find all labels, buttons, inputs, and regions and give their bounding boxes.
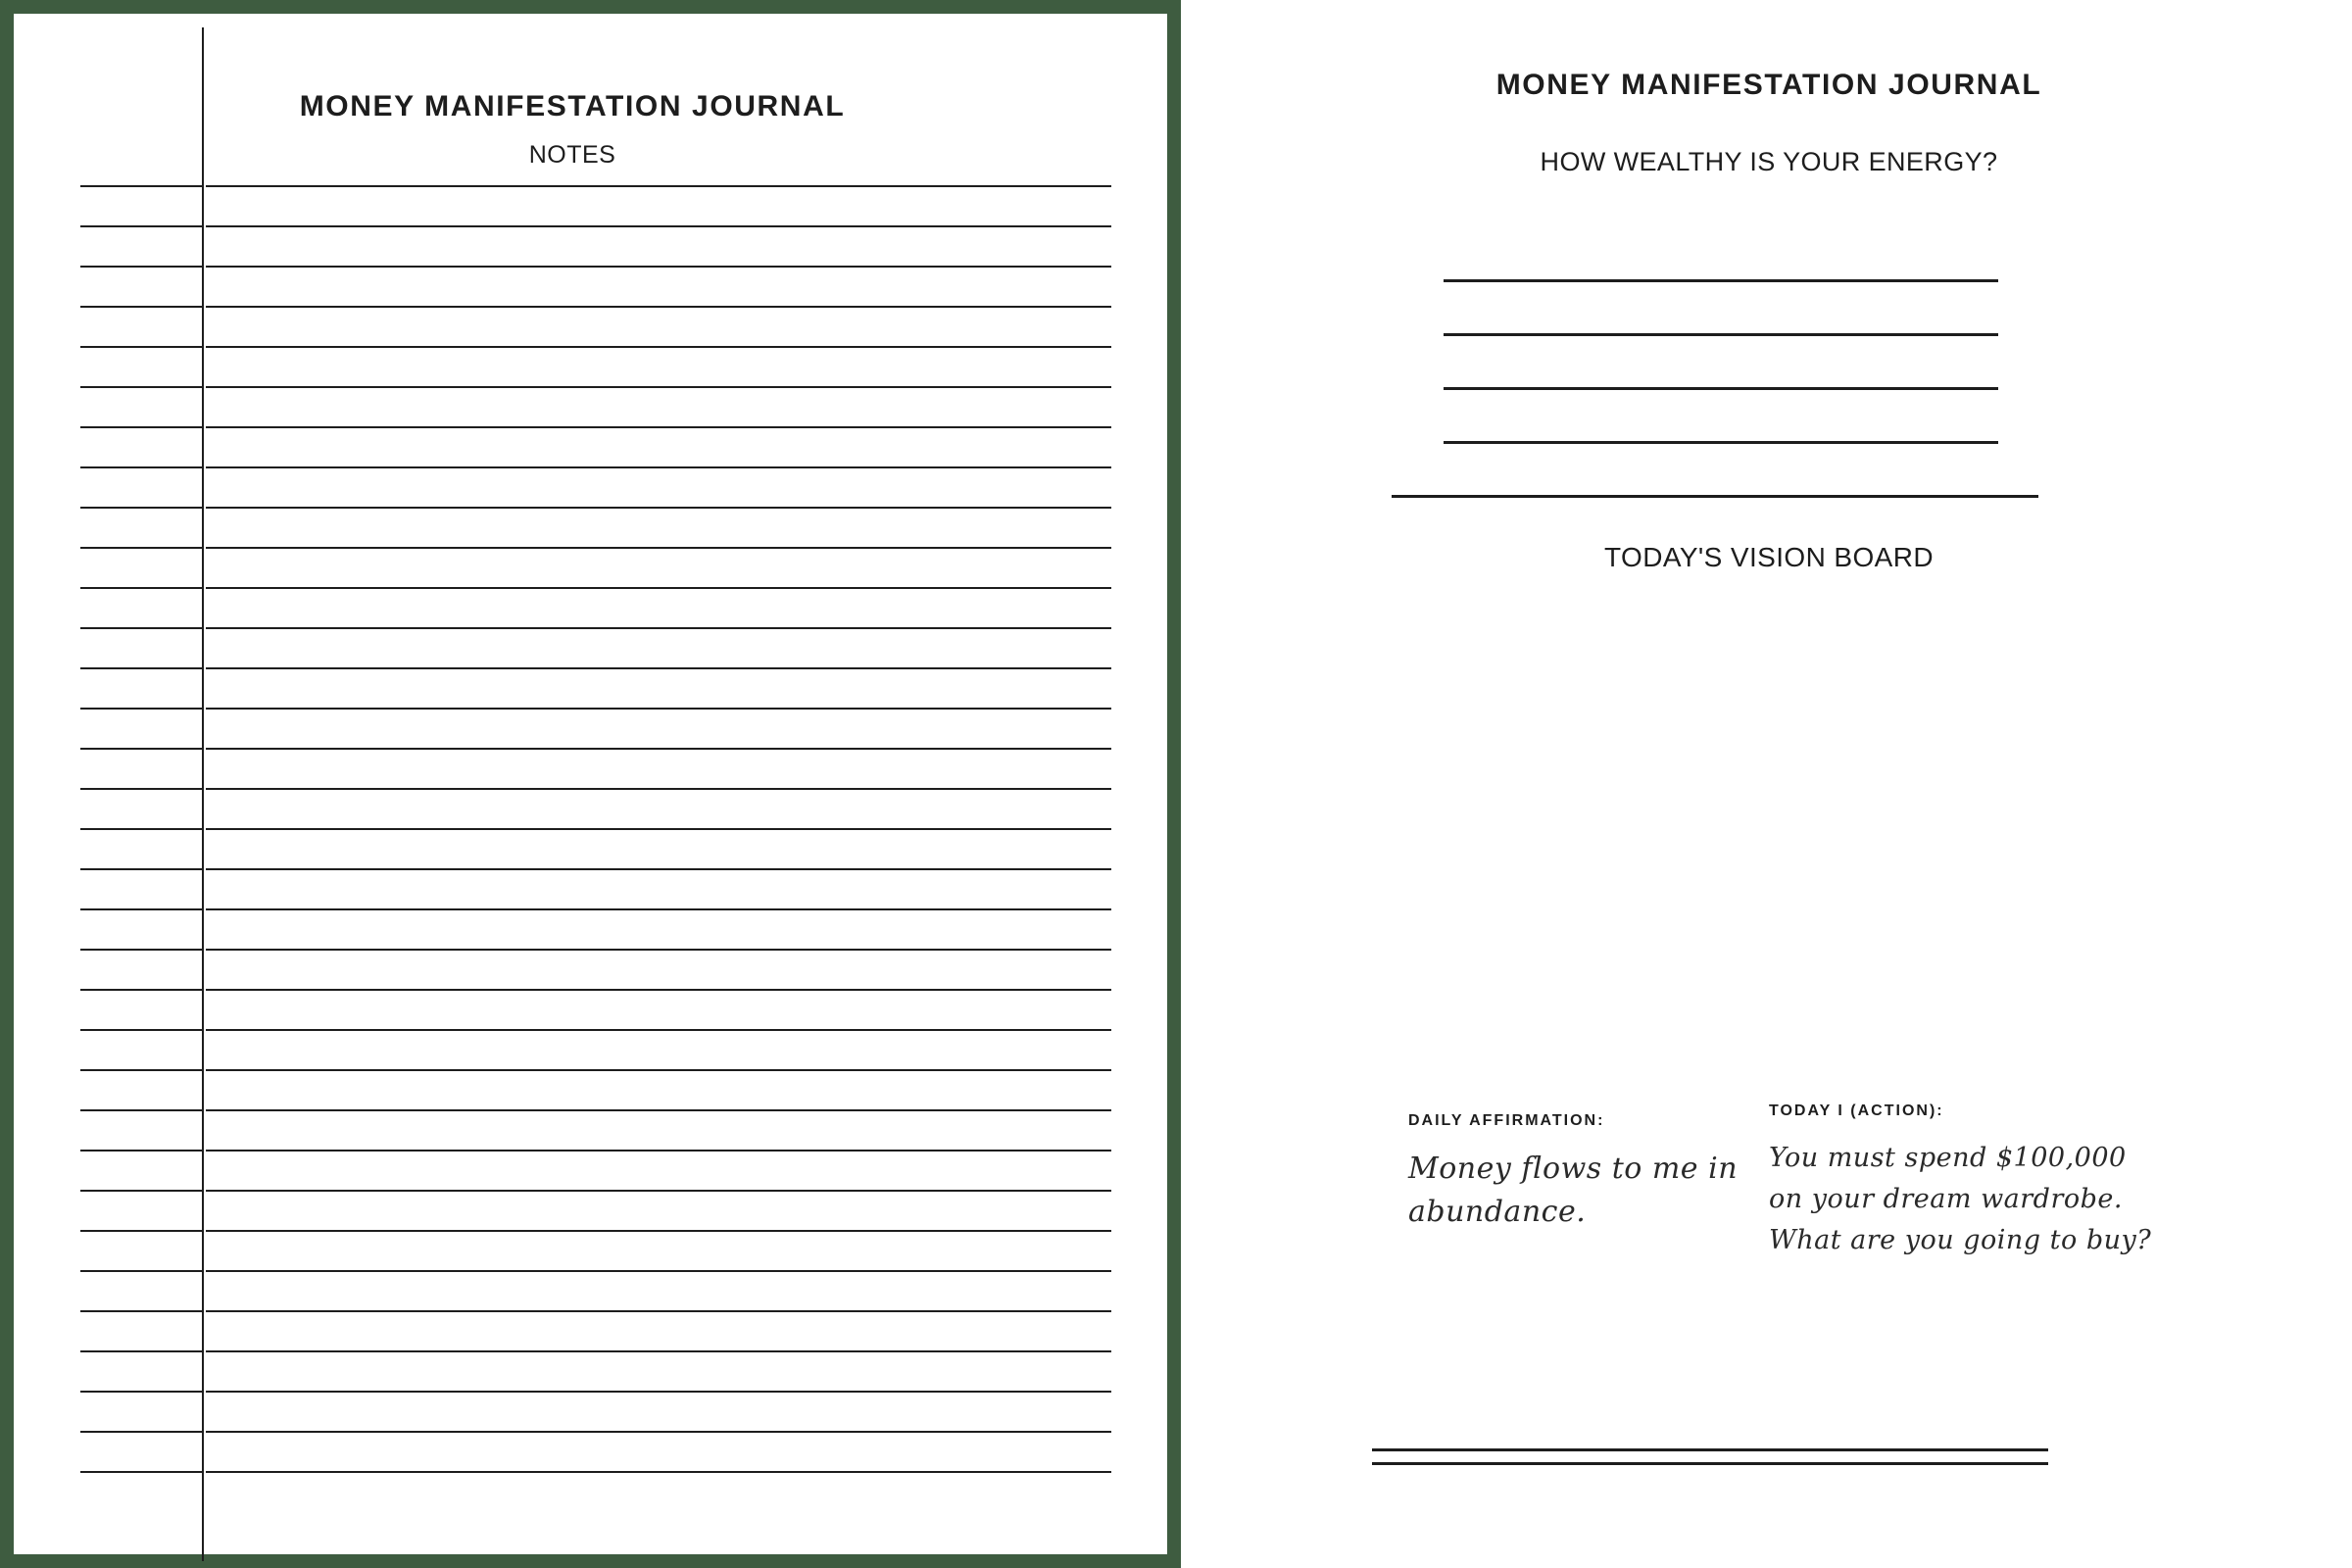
energy-write-lines[interactable] [1444, 279, 1998, 495]
notes-line-row[interactable] [80, 587, 1111, 627]
vision-board-label: TODAY'S VISION BOARD [1604, 542, 1934, 572]
bottom-rule-lower [1372, 1462, 2048, 1465]
notes-line-write-segment [206, 708, 1111, 710]
notes-line-row[interactable] [80, 1230, 1111, 1270]
notes-line-row[interactable] [80, 1471, 1111, 1511]
notes-line-write-segment [206, 587, 1111, 589]
energy-write-line[interactable] [1444, 441, 1998, 444]
notes-lines[interactable] [80, 185, 1111, 1511]
notes-line-write-segment [206, 788, 1111, 790]
daily-affirmation-text: Money flows to me in abundance. [1408, 1152, 1739, 1229]
notes-line-margin-segment [80, 868, 202, 870]
notes-line-row[interactable] [80, 949, 1111, 989]
notes-line-row[interactable] [80, 1109, 1111, 1150]
notes-line-write-segment [206, 306, 1111, 308]
notes-line-row[interactable] [80, 748, 1111, 788]
notes-line-row[interactable] [80, 266, 1111, 306]
notes-line-margin-segment [80, 507, 202, 509]
notes-line-write-segment [206, 346, 1111, 348]
notes-line-write-segment [206, 1109, 1111, 1111]
notes-line-margin-segment [80, 667, 202, 669]
notes-line-margin-segment [80, 306, 202, 308]
notes-line-margin-segment [80, 1270, 202, 1272]
left-page-title: MONEY MANIFESTATION JOURNAL [299, 90, 846, 122]
notes-line-row[interactable] [80, 868, 1111, 908]
notes-line-row[interactable] [80, 1350, 1111, 1391]
notes-line-write-segment [206, 1431, 1111, 1433]
notes-line-row[interactable] [80, 306, 1111, 346]
notes-line-row[interactable] [80, 1190, 1111, 1230]
notes-line-row[interactable] [80, 1029, 1111, 1069]
notes-line-margin-segment [80, 989, 202, 991]
notes-line-margin-segment [80, 708, 202, 710]
notes-line-write-segment [206, 1230, 1111, 1232]
notes-line-margin-segment [80, 1150, 202, 1152]
notes-line-row[interactable] [80, 1310, 1111, 1350]
today-action-field[interactable] [1769, 1102, 2161, 1261]
notes-line-write-segment [206, 426, 1111, 428]
notes-line-margin-segment [80, 1391, 202, 1393]
notes-line-row[interactable] [80, 1069, 1111, 1109]
notes-line-margin-segment [80, 1190, 202, 1192]
notes-line-margin-segment [80, 587, 202, 589]
notes-line-row[interactable] [80, 828, 1111, 868]
notes-line-row[interactable] [80, 1431, 1111, 1471]
notes-line-margin-segment [80, 547, 202, 549]
daily-affirmation-field[interactable] [1408, 1112, 1820, 1234]
notes-line-write-segment [206, 908, 1111, 910]
notes-line-write-segment [206, 1270, 1111, 1272]
notes-line-margin-segment [80, 1431, 202, 1433]
notes-line-row[interactable] [80, 386, 1111, 426]
right-page-subtitle: HOW WEALTHY IS YOUR ENERGY? [1540, 147, 1998, 176]
today-action-label: TODAY I (ACTION): [1769, 1102, 1944, 1119]
notes-line-row[interactable] [80, 1150, 1111, 1190]
notes-line-write-segment [206, 1471, 1111, 1473]
notes-line-row[interactable] [80, 547, 1111, 587]
notes-line-margin-segment [80, 466, 202, 468]
bottom-rule-upper [1372, 1448, 2048, 1451]
section-divider [1392, 495, 2038, 498]
notes-line-margin-segment [80, 627, 202, 629]
left-page-subtitle: NOTES [528, 141, 616, 169]
notes-line-write-segment [206, 1391, 1111, 1393]
notes-line-write-segment [206, 828, 1111, 830]
notes-line-margin-segment [80, 1471, 202, 1473]
notes-line-write-segment [206, 748, 1111, 750]
notes-line-write-segment [206, 1190, 1111, 1192]
notes-line-row[interactable] [80, 908, 1111, 949]
notes-line-row[interactable] [80, 989, 1111, 1029]
notes-line-write-segment [206, 1310, 1111, 1312]
energy-write-line[interactable] [1444, 279, 1998, 282]
notes-line-write-segment [206, 949, 1111, 951]
notes-line-margin-segment [80, 185, 202, 187]
left-page-inner [14, 14, 1167, 1554]
notes-line-row[interactable] [80, 1391, 1111, 1431]
notes-line-write-segment [206, 547, 1111, 549]
notes-line-margin-segment [80, 426, 202, 428]
notes-line-margin-segment [80, 1029, 202, 1031]
vision-board-area[interactable] [1377, 598, 2063, 1068]
notes-line-write-segment [206, 266, 1111, 268]
today-action-text: You must spend $100,000 on your dream wardrobe. What are you going to buy? [1769, 1143, 2152, 1255]
notes-line-write-segment [206, 1150, 1111, 1152]
notes-line-row[interactable] [80, 627, 1111, 667]
notes-line-row[interactable] [80, 788, 1111, 828]
notes-line-row[interactable] [80, 1270, 1111, 1310]
notes-line-row[interactable] [80, 507, 1111, 547]
notes-line-write-segment [206, 225, 1111, 227]
notes-line-margin-segment [80, 1109, 202, 1111]
notes-line-margin-segment [80, 748, 202, 750]
notes-line-write-segment [206, 185, 1111, 187]
notes-line-write-segment [206, 507, 1111, 509]
notes-line-write-segment [206, 1350, 1111, 1352]
notes-line-row[interactable] [80, 346, 1111, 386]
notes-line-margin-segment [80, 386, 202, 388]
notes-line-margin-segment [80, 908, 202, 910]
notes-line-margin-segment [80, 1310, 202, 1312]
notes-line-write-segment [206, 667, 1111, 669]
notes-line-row[interactable] [80, 426, 1111, 466]
notes-line-row[interactable] [80, 466, 1111, 507]
notes-line-margin-segment [80, 828, 202, 830]
notes-line-row[interactable] [80, 185, 1111, 225]
notes-line-margin-segment [80, 225, 202, 227]
energy-write-line[interactable] [1444, 387, 1998, 390]
notes-line-margin-segment [80, 266, 202, 268]
notes-line-margin-segment [80, 1069, 202, 1071]
energy-write-line[interactable] [1444, 333, 1998, 336]
notes-line-margin-segment [80, 949, 202, 951]
notes-line-write-segment [206, 627, 1111, 629]
notes-line-write-segment [206, 386, 1111, 388]
notes-line-write-segment [206, 466, 1111, 468]
notes-line-row[interactable] [80, 667, 1111, 708]
notes-line-write-segment [206, 1029, 1111, 1031]
right-page [1181, 0, 2352, 1568]
notes-line-margin-segment [80, 788, 202, 790]
notes-line-margin-segment [80, 1230, 202, 1232]
right-page-title: MONEY MANIFESTATION JOURNAL [1495, 69, 2042, 101]
notes-line-write-segment [206, 989, 1111, 991]
notes-line-write-segment [206, 868, 1111, 870]
notes-line-row[interactable] [80, 225, 1111, 266]
notes-line-margin-segment [80, 1350, 202, 1352]
daily-affirmation-label: DAILY AFFIRMATION: [1408, 1112, 1605, 1129]
notes-line-write-segment [206, 1069, 1111, 1071]
notes-line-row[interactable] [80, 708, 1111, 748]
notes-line-margin-segment [80, 346, 202, 348]
